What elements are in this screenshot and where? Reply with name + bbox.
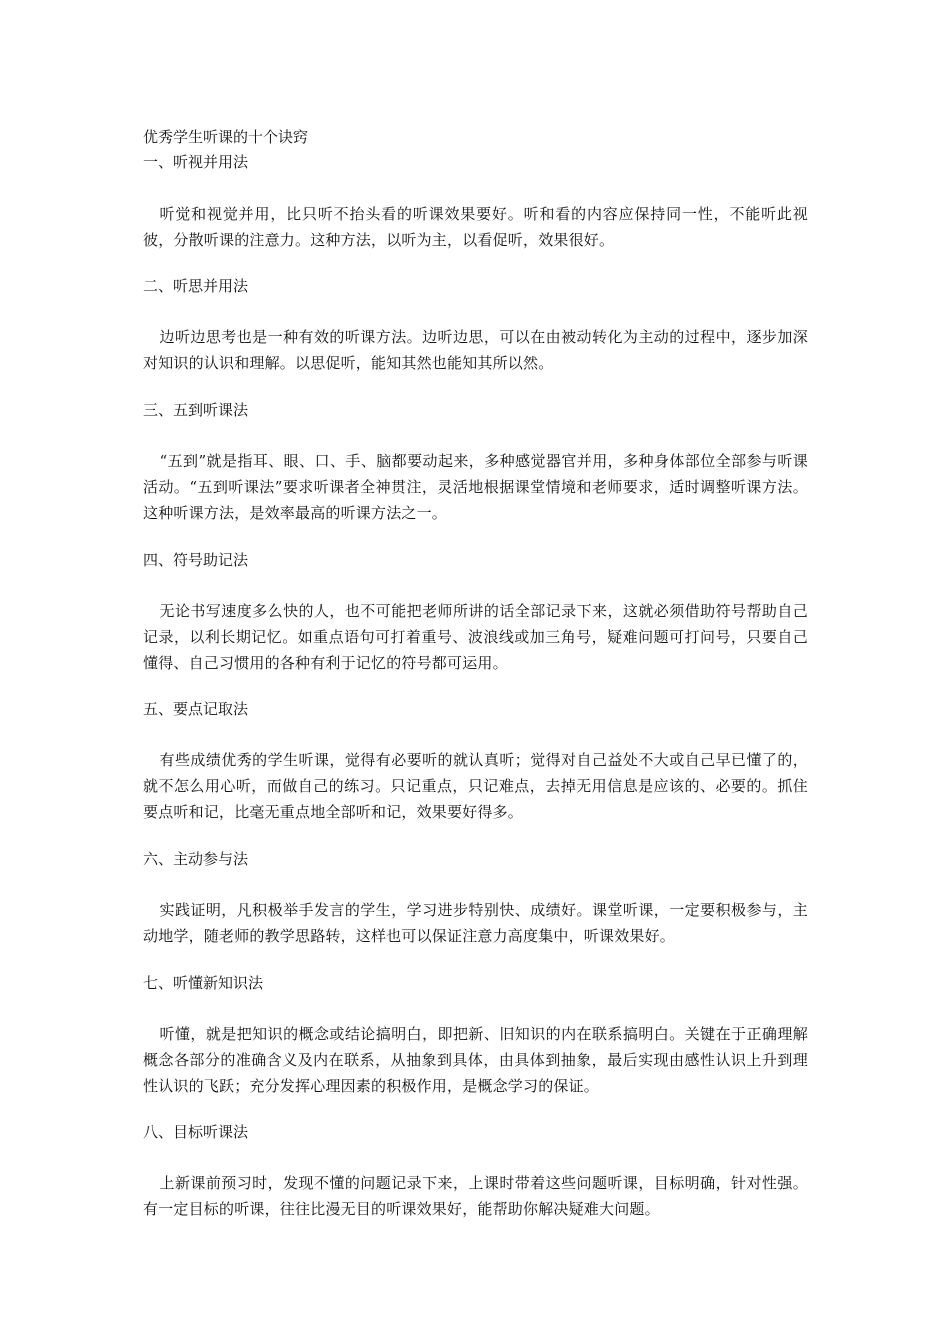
document-title: 优秀学生听课的十个诀窍	[143, 128, 309, 146]
section-heading-7: 七、听懂新知识法	[143, 974, 264, 992]
section-body-6: 实践证明，凡积极举手发言的学生，学习进步特别快、成绩好。课堂听课，一定要积极参与，主动地学，随老师的教学思路转，这样也可以保证注意力高度集中，听课效果好。	[143, 901, 808, 945]
section-body-4: 无论书写速度多么快的人，也不可能把老师所讲的话全部记录下来，这就必须借助符号帮助自己记录，以利长期记忆。如重点语句可打着重号、波浪线或加三角号，疑难问题可打问号，只要自己懂得、自己习惯用的各种有利于记忆的符号都可运用。	[143, 602, 808, 672]
section-body-1: 听觉和视觉并用，比只听不抬头看的听课效果要好。听和看的内容应保持同一性，不能听此视彼，分散听课的注意力。这种方法，以听为主，以看促听，效果很好。	[143, 205, 808, 249]
section-heading-4: 四、符号助记法	[143, 551, 249, 569]
section-heading-1: 一、听视并用法	[143, 153, 249, 171]
section-body-5: 有些成绩优秀的学生听课，觉得有必要听的就认真听；觉得对自己益处不大或自己早已懂了的，就不怎么用心听，而做自己的练习。只记重点，只记难点，去掉无用信息是应该的、必要的。抓住要点听和记，比毫无重点地全部听和记，效果要好得多。	[143, 751, 808, 821]
section-heading-2: 二、听思并用法	[143, 277, 249, 295]
section-body-7: 听懂，就是把知识的概念或结论搞明白，即把新、旧知识的内在联系搞明白。关键在于正确理解概念各部分的准确含义及内在联系，从抽象到具体，由具体到抽象，最后实现由感性认识上升到理性认识的飞跃；充分发挥心理因素的积极作用，是概念学习的保证。	[143, 1025, 808, 1095]
section-heading-3: 三、五到听课法	[143, 401, 249, 419]
section-heading-6: 六、主动参与法	[143, 850, 249, 868]
section-body-8: 上新课前预习时，发现不懂的问题记录下来，上课时带着这些问题听课，目标明确，针对性强。有一定目标的听课，往往比漫无目的听课效果好，能帮助你解决疑难大问题。	[143, 1174, 808, 1218]
section-body-2: 边听边思考也是一种有效的听课方法。边听边思，可以在由被动转化为主动的过程中，逐步加深对知识的认识和理解。以思促听，能知其然也能知其所以然。	[143, 328, 808, 372]
section-body-3: “五到”就是指耳、眼、口、手、脑都要动起来，多种感觉器官并用，多种身体部位全部参与听课活动。“五到听课法”要求听课者全神贯注，灵活地根据课堂情境和老师要求，适时调整听课方法。这种听课方法，是效率最高的听课方法之一。	[143, 452, 808, 522]
section-heading-5: 五、要点记取法	[143, 700, 249, 718]
section-heading-8: 八、目标听课法	[143, 1123, 249, 1141]
